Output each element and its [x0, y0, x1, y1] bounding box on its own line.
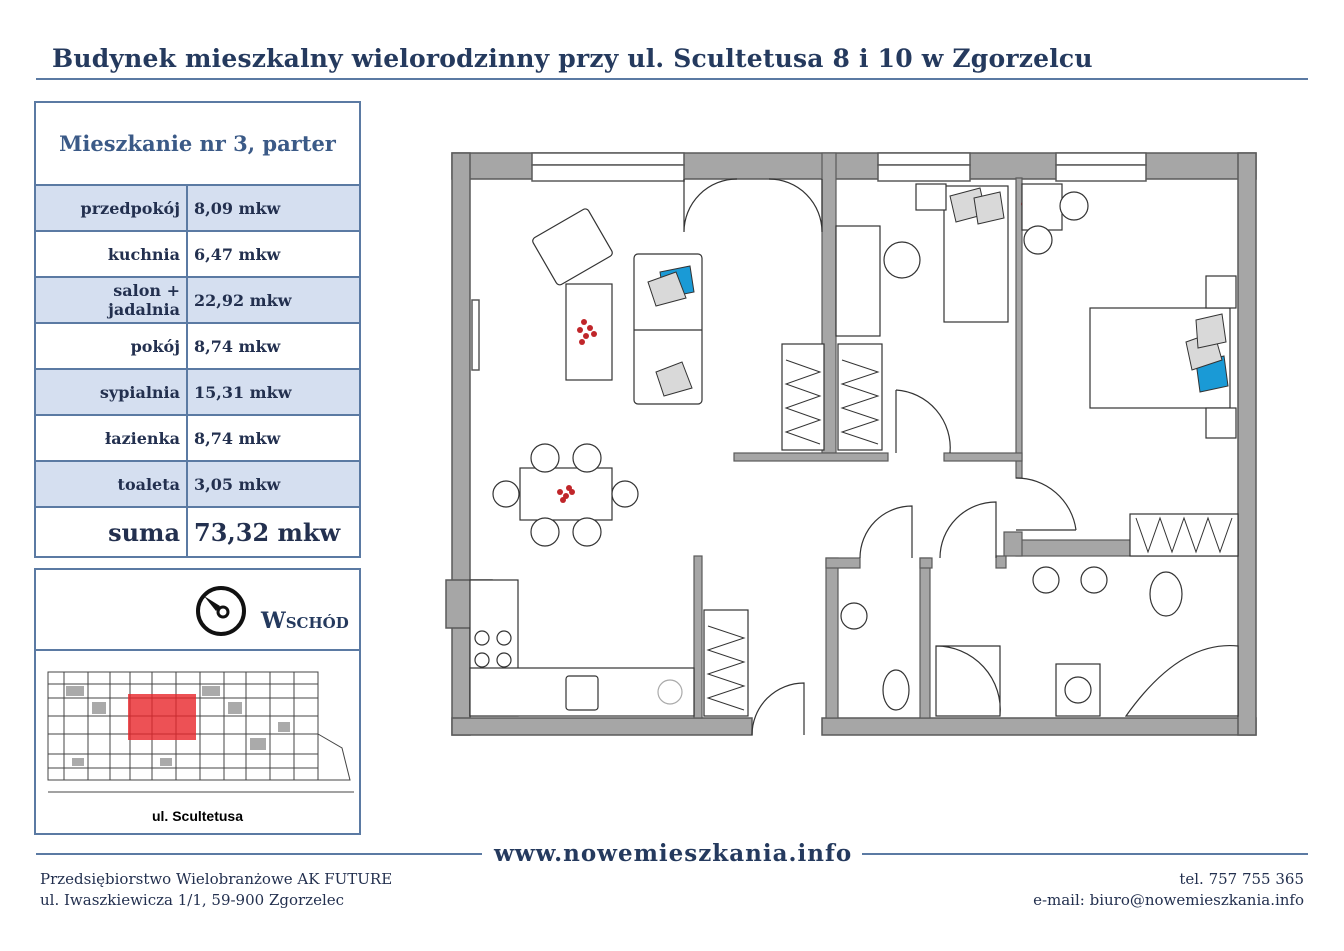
- table-row: [36, 416, 359, 462]
- page-title: Budynek mieszkalny wielorodzinny przy ul. Scultetusa 8 i 10 w Zgorzelcu: [52, 44, 1093, 73]
- window: [532, 153, 684, 165]
- room-label: przedpokój: [36, 186, 188, 230]
- room-area: 8,09 mkw: [194, 198, 281, 218]
- table-row: [36, 186, 359, 232]
- room-label: toaleta: [36, 462, 188, 506]
- wardrobe: [1130, 514, 1238, 556]
- footer-divider: [36, 853, 482, 855]
- door: [896, 390, 950, 453]
- window: [878, 165, 970, 181]
- room-label: salon + jadalnia: [36, 278, 188, 322]
- room-label: sypialnia: [36, 370, 188, 414]
- street-label: ul. Scultetusa: [151, 808, 244, 824]
- door: [684, 179, 737, 232]
- interior-wall: [920, 558, 930, 718]
- room-area: 6,47 mkw: [194, 244, 281, 264]
- room-area: 3,05 mkw: [194, 474, 281, 494]
- door: [1016, 478, 1076, 530]
- total-label: suma: [36, 508, 188, 556]
- title-divider: [36, 78, 1308, 80]
- interior-wall: [1004, 532, 1022, 556]
- washbasin: [1081, 567, 1107, 593]
- interior-wall: [826, 558, 860, 568]
- table-row: [36, 324, 359, 370]
- floor-plan: [440, 148, 1260, 744]
- coffee-table: [566, 284, 612, 380]
- armchair: [531, 207, 613, 286]
- south-wall-left: [452, 718, 752, 735]
- direction-label: Wschód: [261, 608, 349, 634]
- window: [532, 165, 684, 181]
- total-value: 73,32 mkw: [194, 517, 341, 547]
- window: [1056, 153, 1146, 165]
- bathtub: [1126, 646, 1238, 716]
- table-row: [36, 370, 359, 416]
- window: [1056, 165, 1146, 181]
- table-row: [36, 462, 359, 508]
- footer-divider: [862, 853, 1308, 855]
- interior-wall: [920, 558, 932, 568]
- site-plan-map: [42, 664, 354, 804]
- interior-wall: [826, 558, 838, 718]
- phone: tel. 757 755 365: [1179, 870, 1304, 888]
- website-link[interactable]: www.nowemieszkania.info: [494, 840, 853, 867]
- company-name: Przedsiębiorstwo Wielobranżowe AK FUTURE: [40, 870, 393, 888]
- shower: [936, 646, 1000, 716]
- interior-wall: [1016, 178, 1022, 478]
- compass-icon: [194, 584, 248, 638]
- sink: [566, 676, 598, 710]
- interior-wall: [694, 556, 702, 718]
- interior-wall: [734, 453, 888, 461]
- door: [769, 179, 822, 232]
- desk: [836, 226, 880, 336]
- east-wall: [1238, 153, 1256, 735]
- room-label: pokój: [36, 324, 188, 368]
- south-wall-right: [822, 718, 1256, 735]
- west-wall: [452, 153, 470, 735]
- window: [878, 153, 970, 165]
- room-label: kuchnia: [36, 232, 188, 276]
- total-row: [36, 508, 359, 556]
- room-area: 8,74 mkw: [194, 428, 281, 448]
- room-area: 8,74 mkw: [194, 336, 281, 356]
- orientation-header: [36, 570, 359, 651]
- door: [940, 502, 996, 558]
- interior-wall: [996, 556, 1006, 568]
- door: [752, 683, 804, 735]
- email-link[interactable]: e-mail: biuro@nowemieszkania.info: [1033, 891, 1304, 909]
- room-label: łazienka: [36, 416, 188, 460]
- table-row: [36, 278, 359, 324]
- interior-wall: [944, 453, 1022, 461]
- room-areas-table: [34, 101, 361, 558]
- room-area: 15,31 mkw: [194, 382, 292, 402]
- toilet: [1150, 572, 1182, 616]
- toilet: [883, 670, 909, 710]
- orientation-panel: [34, 568, 361, 835]
- apartment-highlight: [128, 694, 196, 740]
- washbasin: [841, 603, 867, 629]
- window: [472, 300, 479, 370]
- room-area: 22,92 mkw: [194, 290, 292, 310]
- washbasin: [1033, 567, 1059, 593]
- table-row: [36, 232, 359, 278]
- door: [860, 506, 912, 558]
- apartment-name: Mieszkanie nr 3, parter: [36, 103, 359, 186]
- company-address: ul. Iwaszkiewicza 1/1, 59-900 Zgorzelec: [40, 891, 345, 909]
- nightstand: [916, 184, 946, 210]
